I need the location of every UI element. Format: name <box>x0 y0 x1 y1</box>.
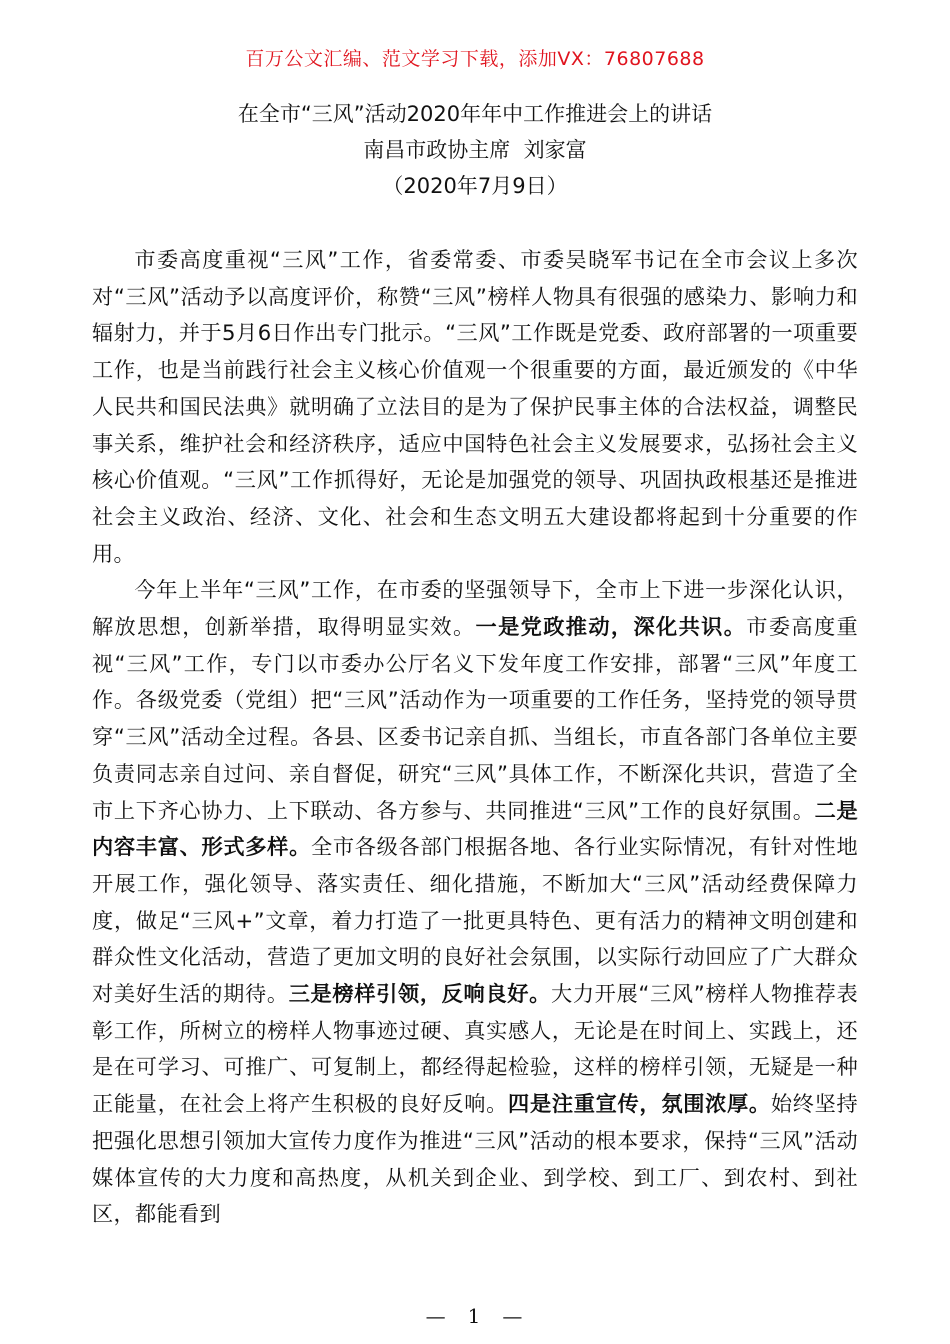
point-4-heading: 四是注重宣传，氛围浓厚。 <box>508 1091 771 1117</box>
paragraph-2-intro: 今年上半年“三风”工作，在市委的坚强领导下，全市上下进一步深化认识，解放思想，创新举措，取得明显实效。 <box>92 577 858 640</box>
point-2-heading: 二是内容丰富、形式多样。 <box>92 797 858 860</box>
page-number <box>0 1302 950 1330</box>
paragraph-1: 市委高度重视“三风”工作，省委常委、市委吴晓军书记在全市会议上多次对“三风”活动予以高度评价，称赞“三风”榜样人物具有很强的感染力、影响力和辐射力，并于5月6日作出专门批示。“三风”工作既是党委、政府部署的一项重要工作，也是当前践行社会主义核心价值观一个很重要的方面，最近颁发的《中华人民共和国民法典》就明确了立法目的是为了保护民事主体的合法权益，调整民事关系，维护社会和经济秩序，适应中国特色社会主义发展要求，弘扬社会主义核心价值观。“三风”工作抓得好，无论是加强党的领导、巩固执政根基还是推进社会主义政治、经济、文化、社会和生态文明五大建设都将起到十分重要的作用。 <box>92 247 858 566</box>
page-number-dash-left: — <box>425 1304 448 1328</box>
point-2-text: 全市各级各部门根据各地、各行业实际情况，有针对性地开展工作，强化领导、落实责任、细化措施，不断加大“三风”活动经费保障力度，做足“三风+”文章，着力打造了一批更具特色、更有活力的精神文明创建和群众性文化活动，营造了更加文明的良好社会氛围，以实际行动回应了广大群众对美好生活的期待。 <box>92 834 858 1007</box>
point-4-text: 始终坚持把强化思想引领加大宣传力度作为推进“三风”活动的根本要求，保持“三风”活动媒体宣传的大力度和高热度，从机关到企业、到学校、到工厂、到农村、到社区，都能看到 <box>92 1091 858 1227</box>
point-1-heading: 一是党政推动，深化共识。 <box>475 614 747 640</box>
point-3-text: 大力开展“三风”榜样人物推荐表彰工作，所树立的榜样人物事迹过硬、真实感人，无论是在时间上、实践上，还是在可学习、可推广、可复制上，都经得起检验，这样的榜样引领，无疑是一种正能量，在社会上将产生积极的良好反响。 <box>92 981 858 1117</box>
point-3-heading: 三是榜样引领，反响良好。 <box>288 981 551 1007</box>
page-number-value: 1 <box>467 1304 483 1328</box>
document-body <box>92 242 858 1233</box>
date-line: （2020年7月9日） <box>382 174 568 198</box>
point-1-text: 市委高度重视“三风”工作，专门以市委办公厅名义下发年度工作安排，部署“三风”年度工作。各级党委（党组）把“三风”活动作为一项重要的工作任务，坚持党的领导贯穿“三风”活动全过程。各县、区委书记亲自抓、当组长，市直各部门各单位主要负责同志亲自过问、亲自督促，研究“三风”具体工作，不断深化共识，营造了全市上下齐心协力、上下联动、各方参与、共同推进“三风”工作的良好氛围。 <box>92 614 858 823</box>
document-title: 在全市“三风”活动2020年年中工作推进会上的讲话 <box>237 102 713 126</box>
paragraph-2 <box>92 572 858 1233</box>
title-block <box>0 96 950 204</box>
header-note: 百万公文汇编、范文学习下载，添加VX：76807688 <box>245 48 705 70</box>
speaker-line: 南昌市政协主席 刘家富 <box>363 138 587 162</box>
page-number-dash-right: — <box>502 1304 525 1328</box>
